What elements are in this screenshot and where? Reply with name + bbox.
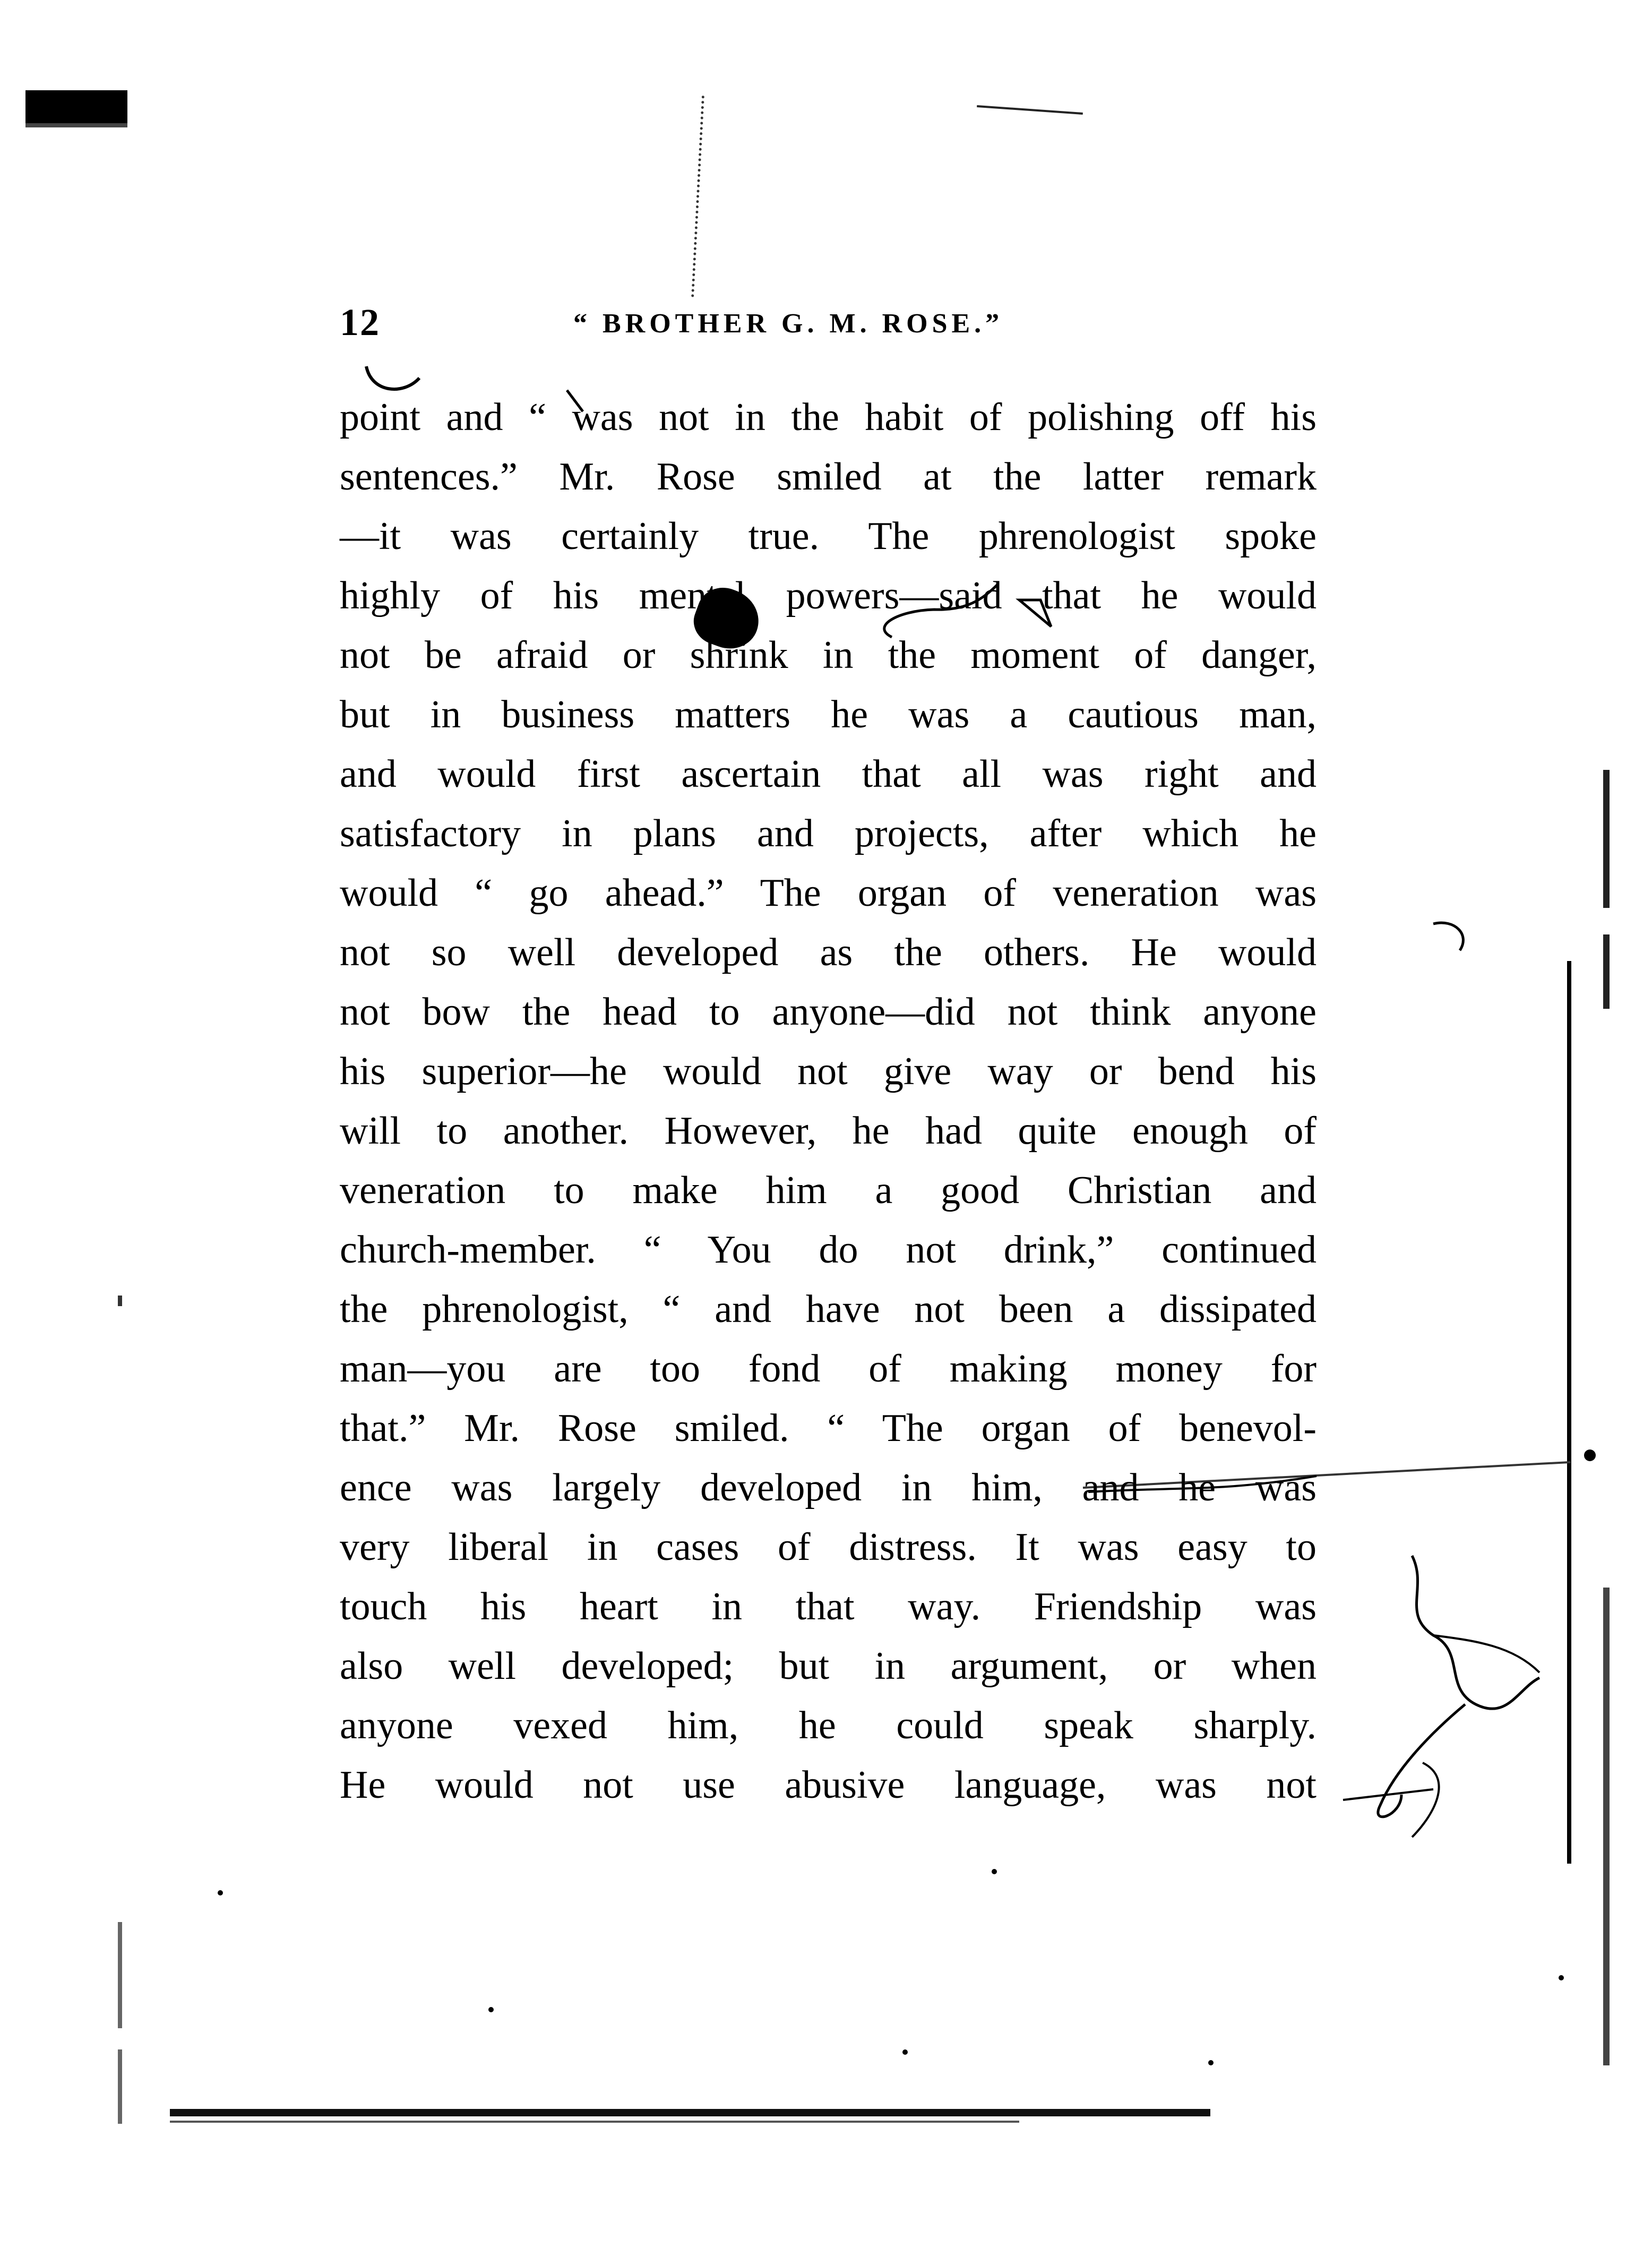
text-line: —it was certainly true. The phrenologist spoke bbox=[340, 514, 1317, 558]
scan-dotted-line bbox=[691, 96, 704, 297]
text-line: would “ go ahead.” The organ of veneration was bbox=[340, 871, 1317, 915]
scan-speck bbox=[118, 1922, 122, 2028]
scan-speck bbox=[1208, 2060, 1214, 2065]
scan-right-edge-mark bbox=[1603, 934, 1610, 1009]
scan-speck bbox=[488, 2007, 494, 2012]
text-line: church-member. “ You do not drink,” continued bbox=[340, 1228, 1317, 1272]
text-line: his superior—he would not give way or bend his bbox=[340, 1050, 1317, 1093]
scan-bottom-rule bbox=[170, 2109, 1210, 2116]
text-line: He would not use abusive language, was not bbox=[340, 1763, 1317, 1807]
text-line: touch his heart in that way. Friendship was bbox=[340, 1585, 1317, 1628]
text-line: but in business matters he was a cautious man, bbox=[340, 693, 1317, 736]
body-text bbox=[340, 388, 1317, 1815]
scan-speck bbox=[992, 1869, 997, 1874]
text-line: very liberal in cases of distress. It was easy to bbox=[340, 1525, 1317, 1569]
scan-corner-mark bbox=[25, 90, 127, 123]
text-line: sentences.” Mr. Rose smiled at the latter remark bbox=[340, 455, 1317, 499]
text-line: ence was largely developed in him, and he was bbox=[340, 1466, 1317, 1509]
text-line: man—you are too fond of making money for bbox=[340, 1347, 1317, 1391]
text-line: anyone vexed him, he could speak sharply. bbox=[340, 1704, 1317, 1747]
text-line: highly of his mental powers—said that he would bbox=[340, 574, 1317, 617]
scan-speck bbox=[902, 2049, 908, 2055]
text-line: not bow the head to anyone—did not think anyone bbox=[340, 990, 1317, 1034]
scan-speck bbox=[1559, 1975, 1564, 1980]
text-line: point and “ was not in the habit of polishing off his bbox=[340, 396, 1317, 439]
text-line: not so well developed as the others. He would bbox=[340, 931, 1317, 974]
text-line: veneration to make him a good Christian and bbox=[340, 1169, 1317, 1212]
scan-right-edge-mark bbox=[1603, 770, 1610, 908]
text-line: the phrenologist, “ and have not been a dissipated bbox=[340, 1288, 1317, 1331]
text-line: also well developed; but in argument, or when bbox=[340, 1644, 1317, 1688]
text-line: will to another. However, he had quite enough of bbox=[340, 1109, 1317, 1153]
scan-speck bbox=[218, 1890, 223, 1895]
scan-bottom-rule bbox=[170, 2121, 1019, 2123]
scan-speck bbox=[118, 2049, 122, 2124]
scan-stroke bbox=[977, 105, 1083, 115]
scan-speck bbox=[1584, 1449, 1596, 1461]
scan-right-edge-mark bbox=[1603, 1588, 1610, 2065]
text-line: that.” Mr. Rose smiled. “ The organ of benevol- bbox=[340, 1406, 1317, 1450]
text-line: and would first ascertain that all was right and bbox=[340, 752, 1317, 796]
text-line: not be afraid or shrink in the moment of danger, bbox=[340, 633, 1317, 677]
scan-speck bbox=[118, 1296, 122, 1306]
text-line: satisfactory in plans and projects, after which he bbox=[340, 812, 1317, 855]
scan-right-edge-line bbox=[1567, 961, 1571, 1864]
page-number: 12 bbox=[340, 301, 380, 344]
running-head: “ BROTHER G. M. ROSE.” bbox=[573, 308, 1004, 339]
